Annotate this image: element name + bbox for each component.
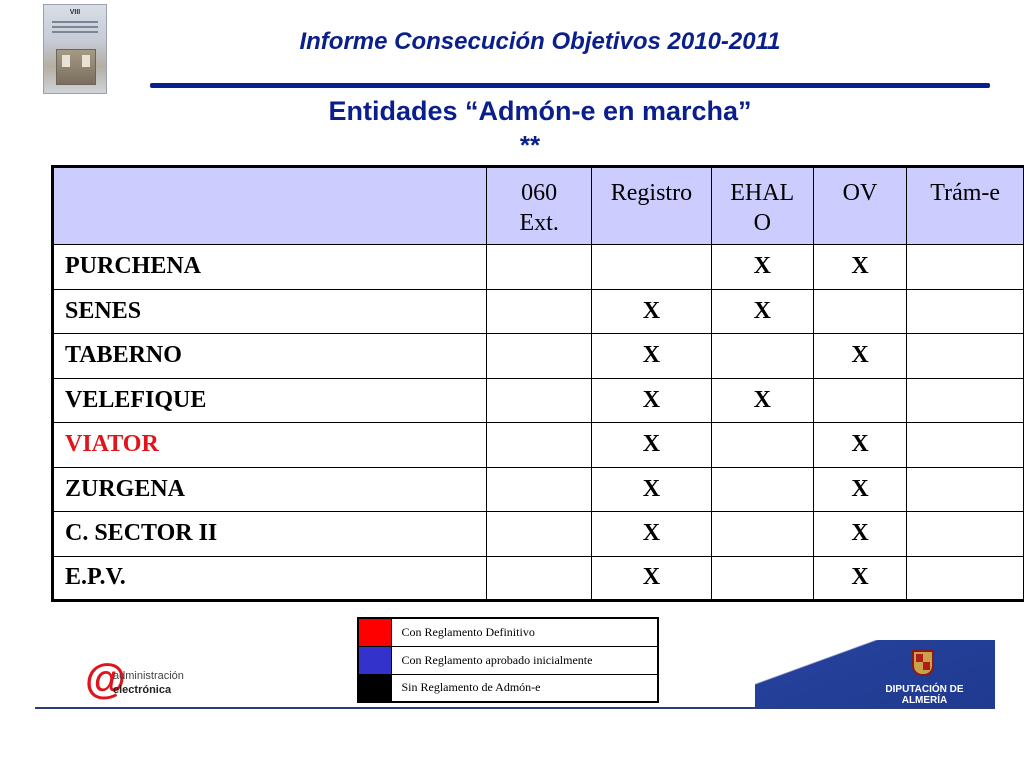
- table-row: [53, 423, 1024, 468]
- column-header-entity: [53, 167, 487, 245]
- cover-window: [82, 55, 90, 67]
- status-cell: [487, 334, 592, 379]
- legend-swatch: [358, 618, 391, 646]
- status-cell: X: [592, 334, 712, 379]
- status-cell: [711, 467, 813, 512]
- coat-of-arms-icon: [912, 650, 934, 676]
- status-cell: X: [592, 423, 712, 468]
- column-header-ehalo: [711, 167, 813, 245]
- status-cell: [711, 512, 813, 557]
- logo-word-administracion: administración: [113, 670, 184, 682]
- crest-quarter: [916, 654, 923, 662]
- entity-name-cell: PURCHENA: [53, 245, 487, 290]
- legend-label: Sin Reglamento de Admón-e: [391, 674, 658, 702]
- status-cell: X: [711, 245, 813, 290]
- table-header-row: [53, 167, 1024, 245]
- status-cell: X: [711, 378, 813, 423]
- administracion-electronica-logo: [85, 655, 215, 704]
- status-cell: [592, 245, 712, 290]
- legend-label: Con Reglamento aprobado inicialmente: [391, 646, 658, 674]
- legend-row: [358, 674, 658, 702]
- table-row: [53, 556, 1024, 601]
- entity-name-cell: C. SECTOR II: [53, 512, 487, 557]
- at-sign-icon: @: [85, 655, 126, 702]
- column-header-060: [487, 167, 592, 245]
- status-cell: [813, 378, 907, 423]
- status-cell: X: [813, 334, 907, 379]
- status-cell: X: [592, 467, 712, 512]
- report-cover-thumbnail: [43, 4, 107, 94]
- table-row: [53, 334, 1024, 379]
- cover-rule: [52, 26, 98, 28]
- status-cell: [487, 245, 592, 290]
- crest-quarter: [923, 662, 930, 670]
- status-cell: [487, 378, 592, 423]
- legend-table: [357, 617, 659, 703]
- status-cell: [907, 512, 1024, 557]
- table-row: [53, 378, 1024, 423]
- status-cell: X: [592, 378, 712, 423]
- page-title: Informe Consecución Objetivos 2010-2011: [299, 28, 781, 55]
- subtitle-stars: **: [519, 130, 541, 160]
- column-header-060-text: 060 Ext.: [519, 180, 559, 236]
- status-cell: [487, 467, 592, 512]
- entity-name-cell: E.P.V.: [53, 556, 487, 601]
- diputacion-name: DIPUTACIÓN DE ALMERÍA: [885, 684, 964, 706]
- cover-thumbnail-label: VIII: [69, 9, 81, 16]
- status-cell: [907, 378, 1024, 423]
- status-cell: [711, 423, 813, 468]
- logo-word-electronica: electrónica: [113, 684, 172, 696]
- status-cell: X: [592, 512, 712, 557]
- table-row: [53, 289, 1024, 334]
- entity-name-cell: ZURGENA: [53, 467, 487, 512]
- column-header-trame: Trám-e: [907, 167, 1024, 245]
- legend-label: Con Reglamento Definitivo: [391, 618, 658, 646]
- legend-row: [358, 646, 658, 674]
- column-header-ov: OV: [813, 167, 907, 245]
- status-cell: [907, 556, 1024, 601]
- legend-swatch: [358, 674, 391, 702]
- entity-name-cell: VELEFIQUE: [53, 378, 487, 423]
- status-cell: [711, 334, 813, 379]
- table-row: [53, 245, 1024, 290]
- status-cell: [813, 289, 907, 334]
- entity-name-cell: TABERNO: [53, 334, 487, 379]
- status-cell: X: [813, 556, 907, 601]
- legend-row: [358, 618, 658, 646]
- cover-window: [62, 55, 70, 67]
- entities-table: [51, 165, 1024, 602]
- cover-rule: [52, 21, 98, 23]
- status-cell: X: [711, 289, 813, 334]
- status-cell: [487, 512, 592, 557]
- status-cell: [487, 556, 592, 601]
- status-cell: [907, 423, 1024, 468]
- entity-name-cell: VIATOR: [53, 423, 487, 468]
- table-row: [53, 512, 1024, 557]
- status-cell: X: [813, 245, 907, 290]
- legend-swatch: [358, 646, 391, 674]
- status-cell: X: [592, 556, 712, 601]
- status-cell: [711, 556, 813, 601]
- table-row: [53, 467, 1024, 512]
- status-cell: X: [813, 423, 907, 468]
- status-cell: X: [813, 512, 907, 557]
- cover-rule: [52, 31, 98, 33]
- status-cell: [907, 245, 1024, 290]
- status-cell: X: [592, 289, 712, 334]
- status-cell: [907, 334, 1024, 379]
- status-cell: [907, 467, 1024, 512]
- status-cell: [487, 423, 592, 468]
- entity-name-cell: SENES: [53, 289, 487, 334]
- column-header-ehalo-text: EHALO: [730, 180, 795, 236]
- status-cell: X: [813, 467, 907, 512]
- status-cell: [487, 289, 592, 334]
- title-divider: [150, 83, 990, 88]
- column-header-registro: Registro: [592, 167, 712, 245]
- status-cell: [907, 289, 1024, 334]
- section-subtitle: Entidades “Admón-e en marcha”: [328, 96, 752, 126]
